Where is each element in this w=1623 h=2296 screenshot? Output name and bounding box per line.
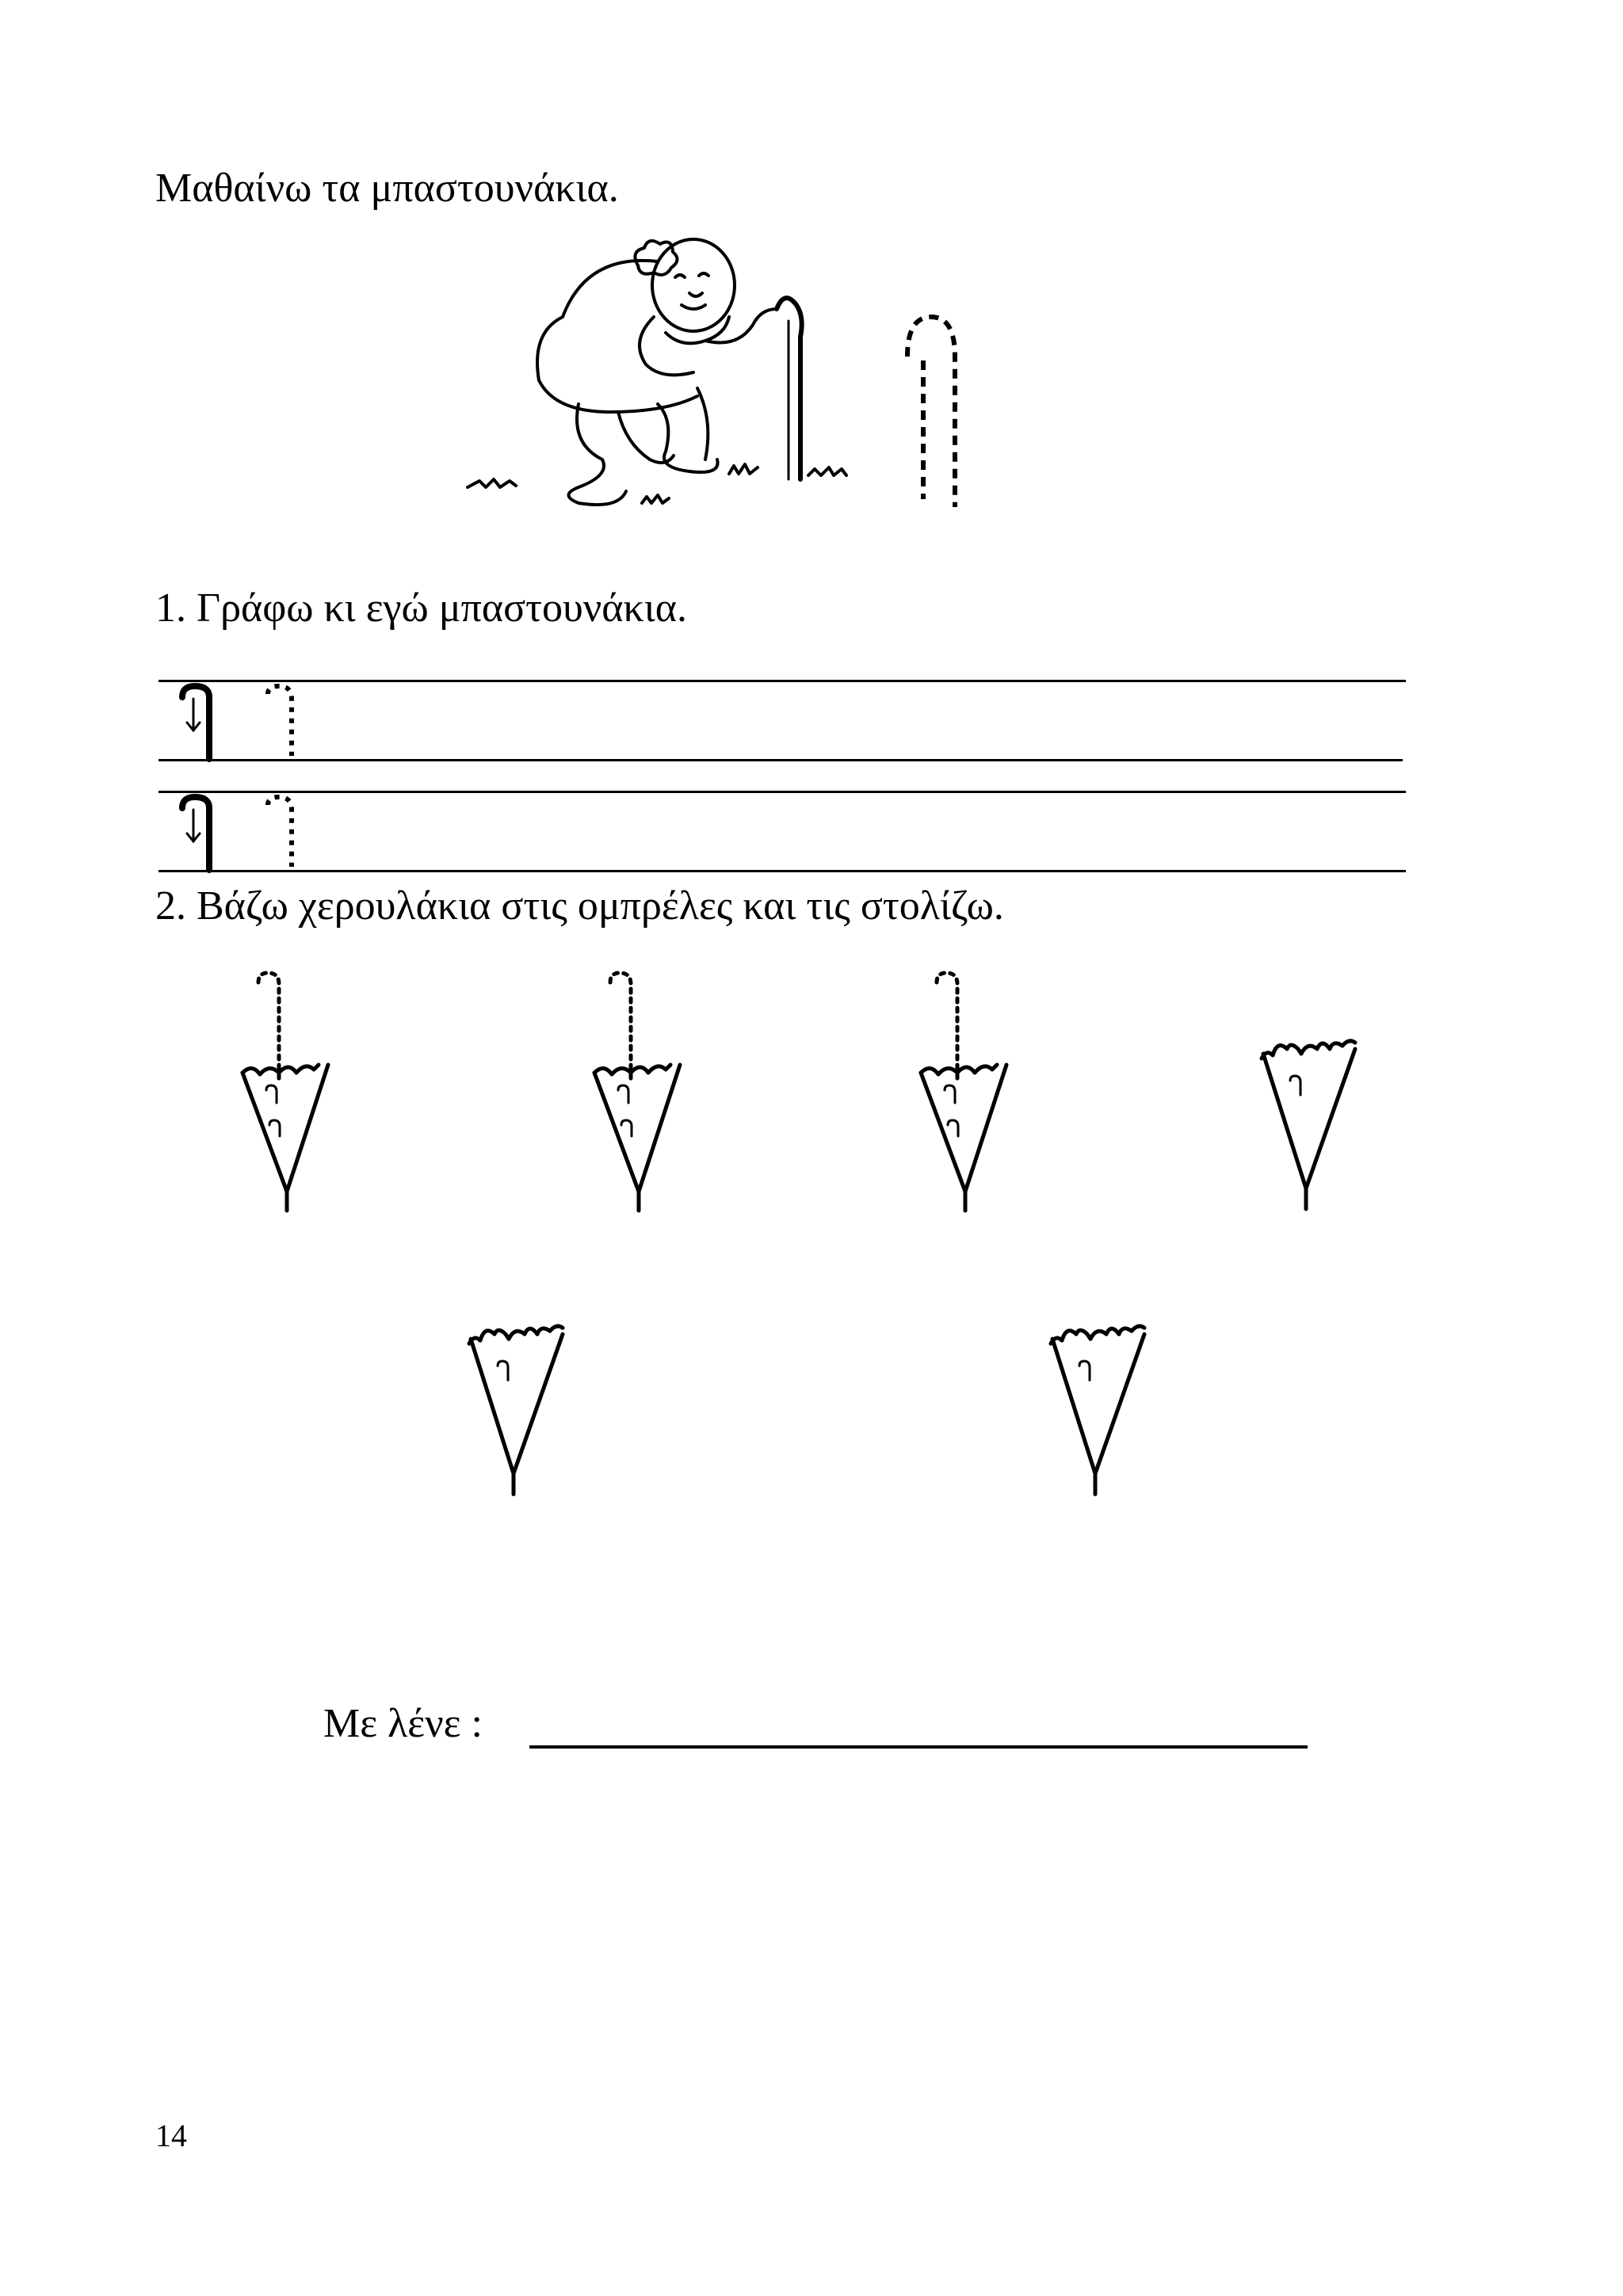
- page-number: 14: [155, 2118, 187, 2153]
- writing-line-top: [158, 791, 1406, 793]
- umbrella-without-handle-icon[interactable]: [1044, 1323, 1151, 1497]
- umbrella-without-handle-icon[interactable]: [463, 1323, 569, 1497]
- name-label: Με λένε :: [323, 1701, 483, 1746]
- umbrella-with-dotted-handle-icon[interactable]: [586, 970, 689, 1212]
- exercise-1-instruction: 1. Γράφω κι εγώ μπαστουνάκια.: [155, 585, 687, 631]
- cane-stroke-model-icon: [176, 683, 231, 759]
- cane-stroke-dotted-icon: [265, 683, 312, 759]
- umbrella-without-handle-icon[interactable]: [1255, 1038, 1361, 1212]
- cane-stroke-dotted-icon: [265, 794, 312, 870]
- page-title: Μαθαίνω τα μπαστουνάκια.: [155, 166, 619, 211]
- exercise-2-instruction: 2. Βάζω χερουλάκια στις ομπρέλες και τις στολίζω.: [155, 883, 1004, 929]
- writing-line-bottom: [158, 759, 1403, 761]
- old-man-with-cane-illustration: [468, 222, 959, 515]
- umbrella-with-dotted-handle-icon[interactable]: [913, 970, 1016, 1212]
- writing-line-top: [158, 680, 1406, 682]
- umbrella-with-dotted-handle-icon[interactable]: [235, 970, 338, 1212]
- writing-line-bottom: [158, 870, 1406, 872]
- name-writing-line[interactable]: [529, 1745, 1308, 1749]
- cane-stroke-model-icon: [176, 794, 231, 870]
